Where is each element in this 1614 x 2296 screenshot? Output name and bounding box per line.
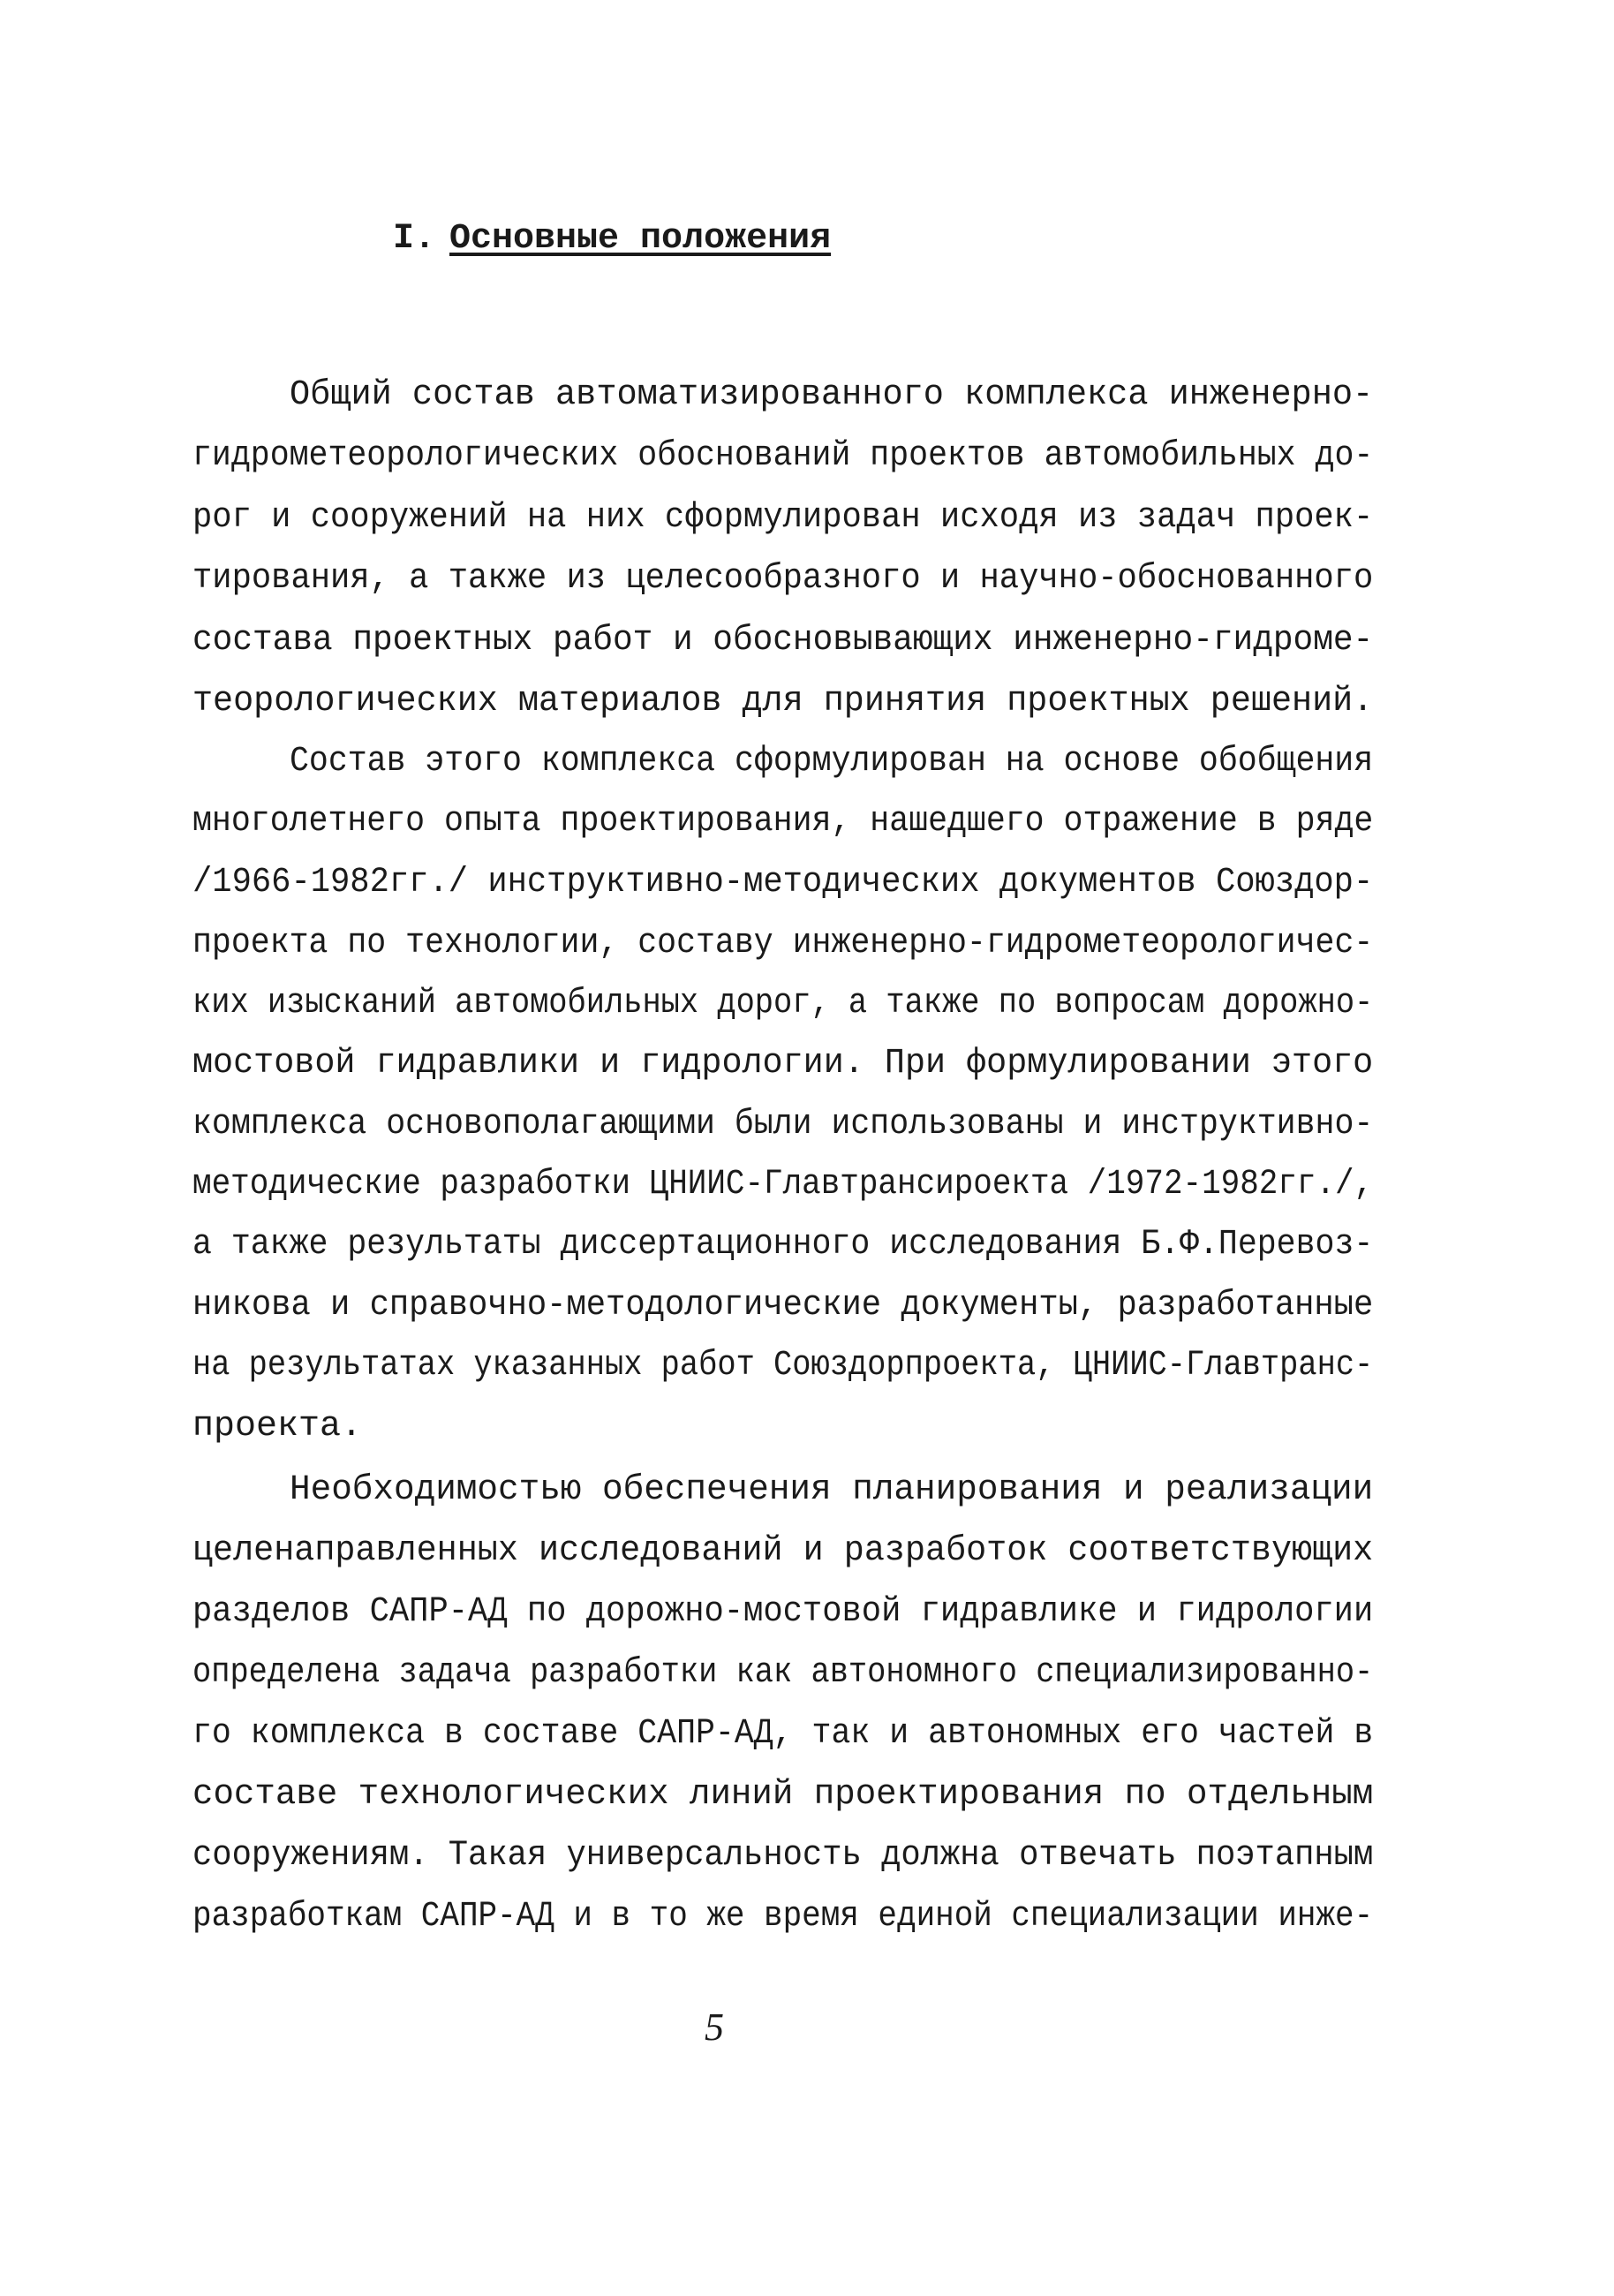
text-line: теорологических материалов для принятия проектных решений. xyxy=(192,682,1374,721)
text-line: состава проектных работ и обосновывающих инженерно-гидроме- xyxy=(192,621,1374,661)
text-line: никова и справочно-методологические документы, разработанные xyxy=(192,1286,1374,1325)
text-line: определена задача разработки как автономного специализированно- xyxy=(192,1653,1374,1693)
section-number: I. xyxy=(393,219,436,259)
text-line: проекта. xyxy=(192,1407,363,1446)
text-line: го комплекса в составе САПР-АД, так и автономных его частей в xyxy=(192,1714,1374,1754)
text-line: проекта по технологии, составу инженерно-гидрометеорологичес- xyxy=(192,924,1374,963)
text-line: разработкам САПР-АД и в то же время единой специализации инже- xyxy=(192,1897,1374,1937)
text-line: тирования, а также из целесообразного и научно-обоснованного xyxy=(192,559,1374,599)
text-line: целенаправленных исследований и разработок соответствующих xyxy=(192,1531,1374,1571)
text-line: Необходимостью обеспечения планирования и реализации xyxy=(290,1470,1374,1510)
page-number: 5 xyxy=(705,2005,724,2049)
text-line: /1966-1982гг./ инструктивно-методических документов Союздор- xyxy=(192,863,1374,903)
text-line: рог и сооружений на них сформулирован исходя из задач проек- xyxy=(192,498,1374,538)
text-line: Общий состав автоматизированного комплекса инженерно- xyxy=(290,375,1374,415)
text-line: составе технологических линий проектирования по отдельным xyxy=(192,1775,1374,1815)
text-line: Состав этого комплекса сформулирован на основе обобщения xyxy=(290,742,1374,782)
section-title: Основные положения xyxy=(449,219,832,259)
text-line: мостовой гидравлики и гидрологии. При формулировании этого xyxy=(192,1044,1374,1084)
text-line: ких изысканий автомобильных дорог, а также по вопросам дорожно- xyxy=(192,984,1374,1023)
text-line: гидрометеорологических обоснований проектов автомобильных до- xyxy=(192,436,1374,476)
text-line: а также результаты диссертационного исследования Б.Ф.Перевоз- xyxy=(192,1225,1374,1265)
text-line: комплекса основополагающими были использованы и инструктивно- xyxy=(192,1105,1374,1144)
section-heading xyxy=(393,219,831,259)
text-line: сооружениям. Такая универсальность должна отвечать поэтапным xyxy=(192,1836,1374,1876)
text-line: многолетнего опыта проектирования, нашедшего отражение в ряде xyxy=(192,802,1374,842)
text-line: разделов САПР-АД по дорожно-мостовой гидравлике и гидрологии xyxy=(192,1592,1374,1632)
text-line: на результатах указанных работ Союздорпроекта, ЦНИИС-Главтранс- xyxy=(192,1346,1374,1386)
text-line: методические разработки ЦНИИС-Главтрансироекта /1972-1982гг./, xyxy=(192,1165,1374,1205)
